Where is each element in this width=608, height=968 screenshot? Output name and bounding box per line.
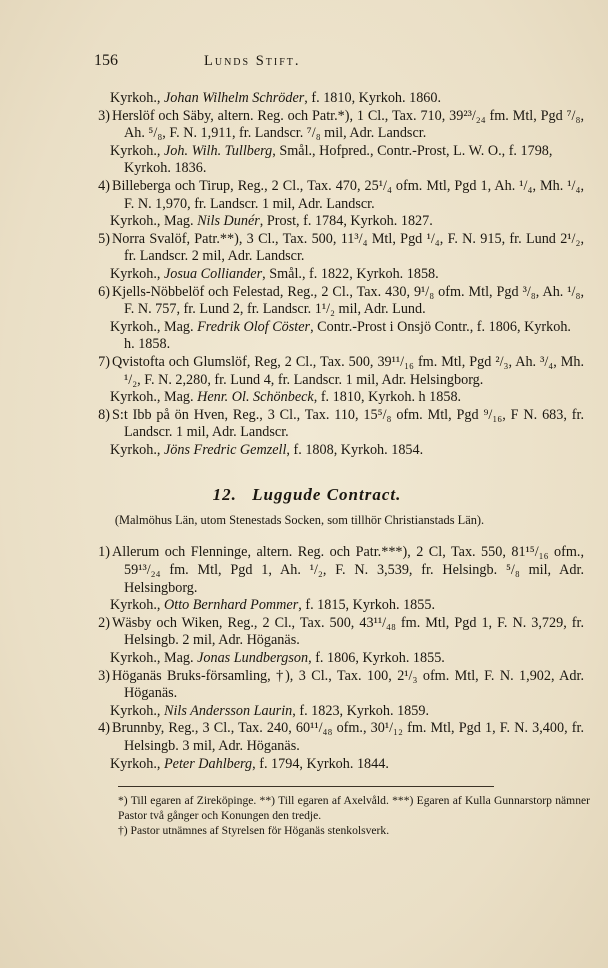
footnote-1: *) Till egaren af Zireköpinge. **) Till egaren af Axelvåld. ***) Egaren af Kulla Gunnarstorp nämner Pastor två gånger och Konungen den tredje. <box>118 794 590 822</box>
parish-text: Herslöf och Säby, altern. Reg. och Patr.*), 1 Cl., Tax. 710, 39²³/₂₄ fm. Mtl, Pgd ⁷/₈, Ah. ⁵/₈, F. N. 1,911, fr. Landscr. ⁷/₈ mil, Adr. Landscr. <box>112 107 584 142</box>
parish-entry <box>98 177 584 213</box>
parish-number: 5) <box>98 230 110 247</box>
pastor-details: , Smål., Hofpred., Contr.-Prost, L. W. O., f. 1798, Kyrkoh. 1836. <box>124 142 553 177</box>
pastor-title: Kyrkoh., Mag. <box>110 389 198 406</box>
parish-entry <box>98 353 584 389</box>
pastor-title: Kyrkoh., <box>110 142 164 159</box>
parish-number: 4) <box>98 177 110 194</box>
pastor-line <box>110 389 584 407</box>
parish-entry <box>98 406 584 442</box>
pastor-line <box>110 143 584 178</box>
parish-text: Wäsby och Wiken, Reg., 2 Cl., Tax. 500, 43¹¹/₄₈ fm. Mtl, Pgd 1, F. N. 3,729, fr. Helsingb. 2 mil, Adr. Höganäs. <box>112 614 584 649</box>
pastor-name: Nils Dunér <box>197 213 260 230</box>
pastor-name: Nils Andersson Laurin <box>164 702 293 719</box>
parish-number: 3) <box>98 107 110 124</box>
footnote-rule <box>118 786 494 787</box>
pastor-line <box>110 442 584 460</box>
pastor-name: Henr. Ol. Schönbeck <box>197 389 314 406</box>
pastor-title: Kyrkoh., Mag. <box>110 213 198 230</box>
parish-entry <box>98 667 584 703</box>
section-number: 12. <box>212 485 237 505</box>
pastor-details: , f. 1794, Kyrkoh. 1844. <box>252 755 389 772</box>
pastor-line <box>110 90 584 108</box>
parish-number: 2) <box>98 614 110 631</box>
pastor-name: Johan Wilhelm Schröder <box>164 90 305 106</box>
parish-entry <box>98 544 584 597</box>
section-note: (Malmöhus Län, utom Stenestads Socken, som tillhör Christianstads Län). <box>114 513 485 528</box>
pastor-details: , f. 1823, Kyrkoh. 1859. <box>292 702 429 719</box>
parish-entry <box>98 720 584 755</box>
pastor-name: Fredrik Olof Cöster <box>197 318 311 335</box>
pastor-details: , f. 1815, Kyrkoh. 1855. <box>298 597 435 614</box>
pastor-line <box>110 650 584 668</box>
pastor-details: , Prost, f. 1784, Kyrkoh. 1827. <box>259 213 433 230</box>
pastor-line <box>110 266 584 284</box>
pastor-title: Kyrkoh., <box>110 265 164 282</box>
parish-text: Kjells-Nöbbelöf och Felestad, Reg., 2 Cl., Tax. 430, 9¹/₈ ofm. Mtl, Pgd ³/₈, Ah. ¹/₈, F. N. 757, fr. Lund 2, fr. Landscr. 1¹/₂ mil, Adr. Lund. <box>112 283 584 318</box>
pastor-line <box>110 597 584 615</box>
parish-text: Höganäs Bruks-församling, †), 3 Cl., Tax. 100, 2¹/₃ ofm. Mtl, F. N. 1,902, Adr. Höganäs. <box>112 667 584 702</box>
page-number: 156 <box>94 52 118 69</box>
parish-number: 7) <box>98 353 110 370</box>
parish-text: Qvistofta och Glumslöf, Reg, 2 Cl., Tax. 500, 39¹¹/₁₆ fm. Mtl, Pgd ²/₃, Ah. ³/₄, Mh. ¹/₂, F. N. 2,280, fr. Lund 4, fr. Landscr. 1 mil, Adr. Helsingborg. <box>112 353 584 388</box>
parish-text: Norra Svalöf, Patr.**), 3 Cl., Tax. 500, 11³/₄ Mtl, Pgd ¹/₄, F. N. 915, fr. Lund 2¹/₂, fr. Landscr. 2 mil, Adr. Landscr. <box>112 230 584 265</box>
pastor-details: , f. 1808, Kyrkoh. 1854. <box>286 441 424 458</box>
parish-text: Billeberga och Tirup, Reg., 2 Cl., Tax. 470, 25¹/₄ ofm. Mtl, Pgd 1, Ah. ¹/₄, Mh. ¹/₄, F. N. 1,970, fr. Landscr. 1 mil, Adr. Landscr. <box>112 177 584 212</box>
pastor-title: Kyrkoh., <box>110 702 164 719</box>
pastor-name: Otto Bernhard Pommer <box>164 597 299 614</box>
pastor-name: Jonas Lundbergson <box>197 650 309 667</box>
parish-text: Allerum och Flenninge, altern. Reg. och Patr.***), 2 Cl, Tax. 550, 81¹⁵/₁₆ ofm., 59¹³/₂₄ fm. Mtl, Pgd 1, Ah. ¹/₂, F. N. 3,539, fr. Helsingb. ⁵/₈ mil, Adr. Helsingborg. <box>112 544 584 596</box>
section-title: Luggude Contract. <box>252 485 402 505</box>
parish-list-bottom <box>98 544 584 773</box>
pastor-title: Kyrkoh., <box>110 597 164 614</box>
page-header <box>94 52 584 80</box>
pastor-line <box>110 756 584 774</box>
pastor-title: Kyrkoh., Mag. <box>110 650 198 667</box>
pastor-line <box>110 703 584 721</box>
parish-entry <box>98 614 584 650</box>
running-title: Lunds Stift. <box>204 53 301 69</box>
footnote-2: †) Pastor utnämnes af Styrelsen för Höganäs stenkolsverk. <box>118 824 390 837</box>
parish-list-top <box>98 90 584 459</box>
parish-number: 3) <box>98 667 110 684</box>
pastor-title: Kyrkoh., <box>110 441 164 458</box>
footnotes <box>118 793 590 838</box>
parish-entry <box>98 283 584 319</box>
parish-entry <box>98 107 584 143</box>
parish-number: 1) <box>98 544 110 561</box>
pastor-details: , f. 1810, Kyrkoh. h 1858. <box>313 389 462 406</box>
pastor-name: Josua Colliander <box>164 265 263 282</box>
pastor-name: Joh. Wilh. Tullberg <box>164 142 273 159</box>
pastor-details: , f. 1810, Kyrkoh. 1860. <box>304 90 442 106</box>
pastor-line <box>110 319 584 354</box>
pastor-name: Peter Dahlberg <box>164 755 253 772</box>
pastor-details: , Contr.-Prost i Onsjö Contr., f. 1806, Kyrkoh. h. 1858. <box>124 318 571 353</box>
pastor-line <box>110 213 584 231</box>
pastor-details: , Smål., f. 1822, Kyrkoh. 1858. <box>262 265 439 282</box>
pastor-title: Kyrkoh., Mag. <box>110 318 198 335</box>
pastor-details: , f. 1806, Kyrkoh. 1855. <box>308 650 445 667</box>
pastor-title: Kyrkoh., <box>110 755 164 772</box>
parish-text: S:t Ibb på ön Hven, Reg., 3 Cl., Tax. 110, 15⁵/₈ ofm. Mtl, Pgd ⁹/₁₆, F N. 683, fr. Landscr. 1 mil, Adr. Landscr. <box>112 406 584 441</box>
parish-number: 6) <box>98 283 110 300</box>
parish-text: Brunnby, Reg., 3 Cl., Tax. 240, 60¹¹/₄₈ ofm., 30¹/₁₂ fm. Mtl, Pgd 1, F. N. 3,400, fr. Helsingb. 3 mil, Adr. Höganäs. <box>112 720 584 754</box>
parish-number: 8) <box>98 406 110 423</box>
parish-entry <box>98 230 584 266</box>
pastor-title: Kyrkoh., <box>110 90 164 106</box>
section-heading <box>30 485 584 505</box>
pastor-name: Jöns Fredric Gemzell <box>164 441 287 458</box>
parish-number: 4) <box>98 720 110 737</box>
